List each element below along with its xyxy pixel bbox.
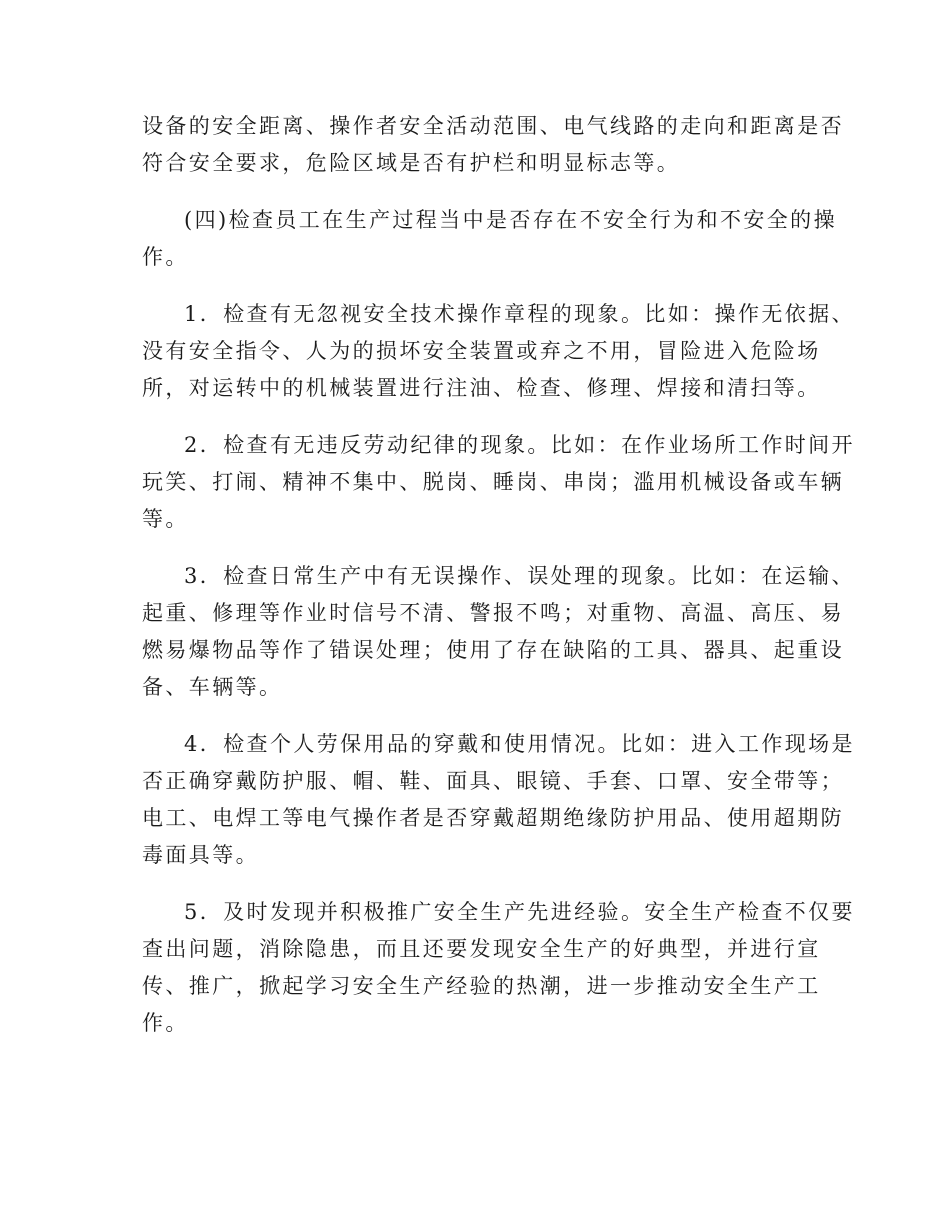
text-line: 燃易爆物品等作了错误处理；使用了存在缺陷的工具、器具、起重设 [142,638,844,662]
document-body [142,108,855,1062]
text-line: 作。 [142,245,189,269]
text-line: 5．及时发现并积极推广安全生产先进经验。安全生产检查不仅要 [184,900,855,924]
text-line: 玩笑、打闹、精神不集中、脱岗、睡岗、串岗；滥用机械设备或车辆 [142,470,844,494]
text-line: 所，对运转中的机械装置进行注油、检查、修理、焊接和清扫等。 [142,376,821,400]
text-line: 4．检查个人劳保用品的穿戴和使用情况。比如：进入工作现场是 [184,732,855,756]
paragraph-site-safety [142,108,844,182]
text-line: 3．检查日常生产中有无误操作、误处理的现象。比如：在运输、 [184,564,855,588]
paragraph-item-3 [142,558,855,706]
text-line: 查出问题，消除隐患，而且还要发现安全生产的好典型，并进行宣 [142,937,821,961]
paragraph-item-2 [142,427,855,538]
text-line: 起重、修理等作业时信号不清、警报不鸣；对重物、高温、高压、易 [142,601,844,625]
text-line: (四)检查员工在生产过程当中是否存在不安全行为和不安全的操 [184,208,837,232]
text-line: 备、车辆等。 [142,675,283,699]
text-line: 设备的安全距离、操作者安全活动范围、电气线路的走向和距离是否 [142,114,844,138]
paragraph-item-5 [142,894,855,1042]
text-line: 毒面具等。 [142,843,259,867]
text-line: 作。 [142,1011,189,1035]
text-line: 否正确穿戴防护服、帽、鞋、面具、眼镜、手套、口罩、安全带等； [142,769,844,793]
text-line: 2．检查有无违反劳动纪律的现象。比如：在作业场所工作时间开 [184,433,855,457]
text-line: 等。 [142,507,189,531]
text-line: 电工、电焊工等电气操作者是否穿戴超期绝缘防护用品、使用超期防 [142,806,844,830]
paragraph-item-1 [142,296,855,407]
text-line: 传、推广，掀起学习安全生产经验的热潮，进一步推动安全生产工 [142,974,821,998]
paragraph-section-four [142,202,837,276]
text-line: 符合安全要求，危险区域是否有护栏和明显标志等。 [142,151,681,175]
text-line: 1．检查有无忽视安全技术操作章程的现象。比如：操作无依据、 [184,302,855,326]
text-line: 没有安全指令、人为的损坏安全装置或弃之不用，冒险进入危险场 [142,339,821,363]
paragraph-item-4 [142,726,855,874]
